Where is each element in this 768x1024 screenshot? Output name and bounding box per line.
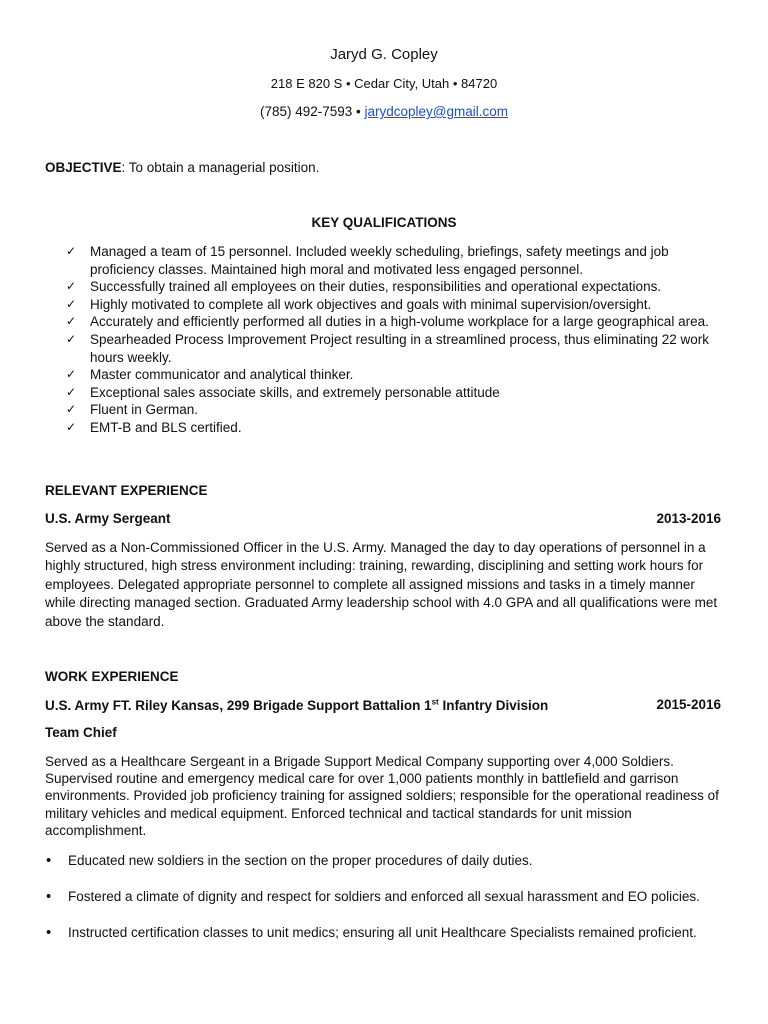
list-item: ✓ Accurately and efficiently performed all duties in a high-volume workplace for a large geographical area. <box>66 314 709 330</box>
checkmark-icon: ✓ <box>66 419 77 434</box>
checkmark-icon: ✓ <box>66 384 77 399</box>
checkmark-icon: ✓ <box>66 402 77 417</box>
work-bullet-list <box>45 852 725 941</box>
list-item: ✓ Spearheaded Process Improvement Project resulting in a streamlined process, thus eliminating 22 work hours weekly. <box>66 331 710 365</box>
job-title: U.S. Army Sergeant <box>45 511 171 526</box>
objective-text: : To obtain a managerial position. <box>121 160 320 175</box>
list-item: ✓ Successfully trained all employees on their duties, responsibilities and operational expectations. <box>66 279 662 295</box>
objective-line <box>45 160 319 175</box>
job-dates: 2013-2016 <box>656 511 721 526</box>
work-job-row <box>45 697 721 713</box>
contact-line <box>0 104 768 119</box>
list-item: • Fostered a climate of dignity and respect for soldiers and enforced all sexual harassment and EO policies. <box>46 888 700 905</box>
list-item: ✓ EMT-B and BLS certified. <box>66 419 242 435</box>
list-item: ✓ Fluent in German. <box>66 402 199 418</box>
list-item: • Instructed certification classes to unit medics; ensuring all unit Healthcare Specialists remained proficient. <box>46 924 697 941</box>
bullet-icon: • <box>46 852 52 869</box>
phone-number: (785) 492-7593 • <box>259 104 361 119</box>
position-title: Team Chief <box>45 725 117 740</box>
list-item: ✓ Master communicator and analytical thinker. <box>66 367 354 383</box>
list-item: ✓ Highly motivated to complete all work objectives and goals with minimal supervision/oversight. <box>66 296 652 312</box>
checkmark-icon: ✓ <box>66 244 77 258</box>
relevant-experience-description: Served as a Non-Commissioned Officer in the U.S. Army. Managed the day to day operations of personnel in a highly structured, high stress environment including: training, rewarding, disciplining and setting work hours for employees. Delegated appropriate personnel to complete all assigned missions and tasks in a timely manner while directing managed section. Graduated Army leadership school with 4.0 GPA and all qualifications were met above the standard. <box>45 540 718 629</box>
checkmark-icon: ✓ <box>66 331 77 346</box>
list-item: ✓ Exceptional sales associate skills, and extremely personable attitude <box>66 384 500 400</box>
work-experience-description: Served as a Healthcare Sergeant in a Brigade Support Medical Company supporting over 4,000 Soldiers. Supervised routine and emergency medical care for over 1,000 patients monthly in battlefield and garrison environments. Provided job proficiency training for assigned soldiers; responsible for the operational readiness of military vehicles and medical equipment. Enforced technical and tactical standards for unit mission accomplishment. <box>45 754 719 838</box>
list-item: ✓ Managed a team of 15 personnel. Included weekly scheduling, briefings, safety meetings and job proficiency classes. Maintained high moral and motivated less engaged personnel. <box>66 244 669 277</box>
checkmark-icon: ✓ <box>66 296 77 311</box>
checkmark-icon: ✓ <box>66 367 77 382</box>
checkmark-icon: ✓ <box>66 314 77 329</box>
work-experience-heading: WORK EXPERIENCE <box>45 669 179 684</box>
address-line: 218 E 820 S • Cedar City, Utah • 84720 <box>270 76 498 91</box>
candidate-name: Jaryd G. Copley <box>330 46 438 63</box>
job-dates: 2015-2016 <box>656 697 721 712</box>
checkmark-icon: ✓ <box>66 279 77 294</box>
key-qualifications-list <box>45 243 725 437</box>
employer-name: U.S. Army FT. Riley Kansas, 299 Brigade Support Battalion 1st Infantry Division <box>45 697 549 713</box>
key-qualifications-heading: KEY QUALIFICATIONS <box>311 215 457 230</box>
email-link[interactable]: jarydcopley@gmail.com <box>364 104 509 119</box>
bullet-icon: • <box>46 924 52 941</box>
list-item: • Educated new soldiers in the section on the proper procedures of daily duties. <box>46 852 533 869</box>
relevant-job-row <box>45 511 721 526</box>
relevant-experience-heading: RELEVANT EXPERIENCE <box>45 483 208 498</box>
bullet-icon: • <box>46 888 52 905</box>
objective-label: OBJECTIVE <box>45 160 122 175</box>
